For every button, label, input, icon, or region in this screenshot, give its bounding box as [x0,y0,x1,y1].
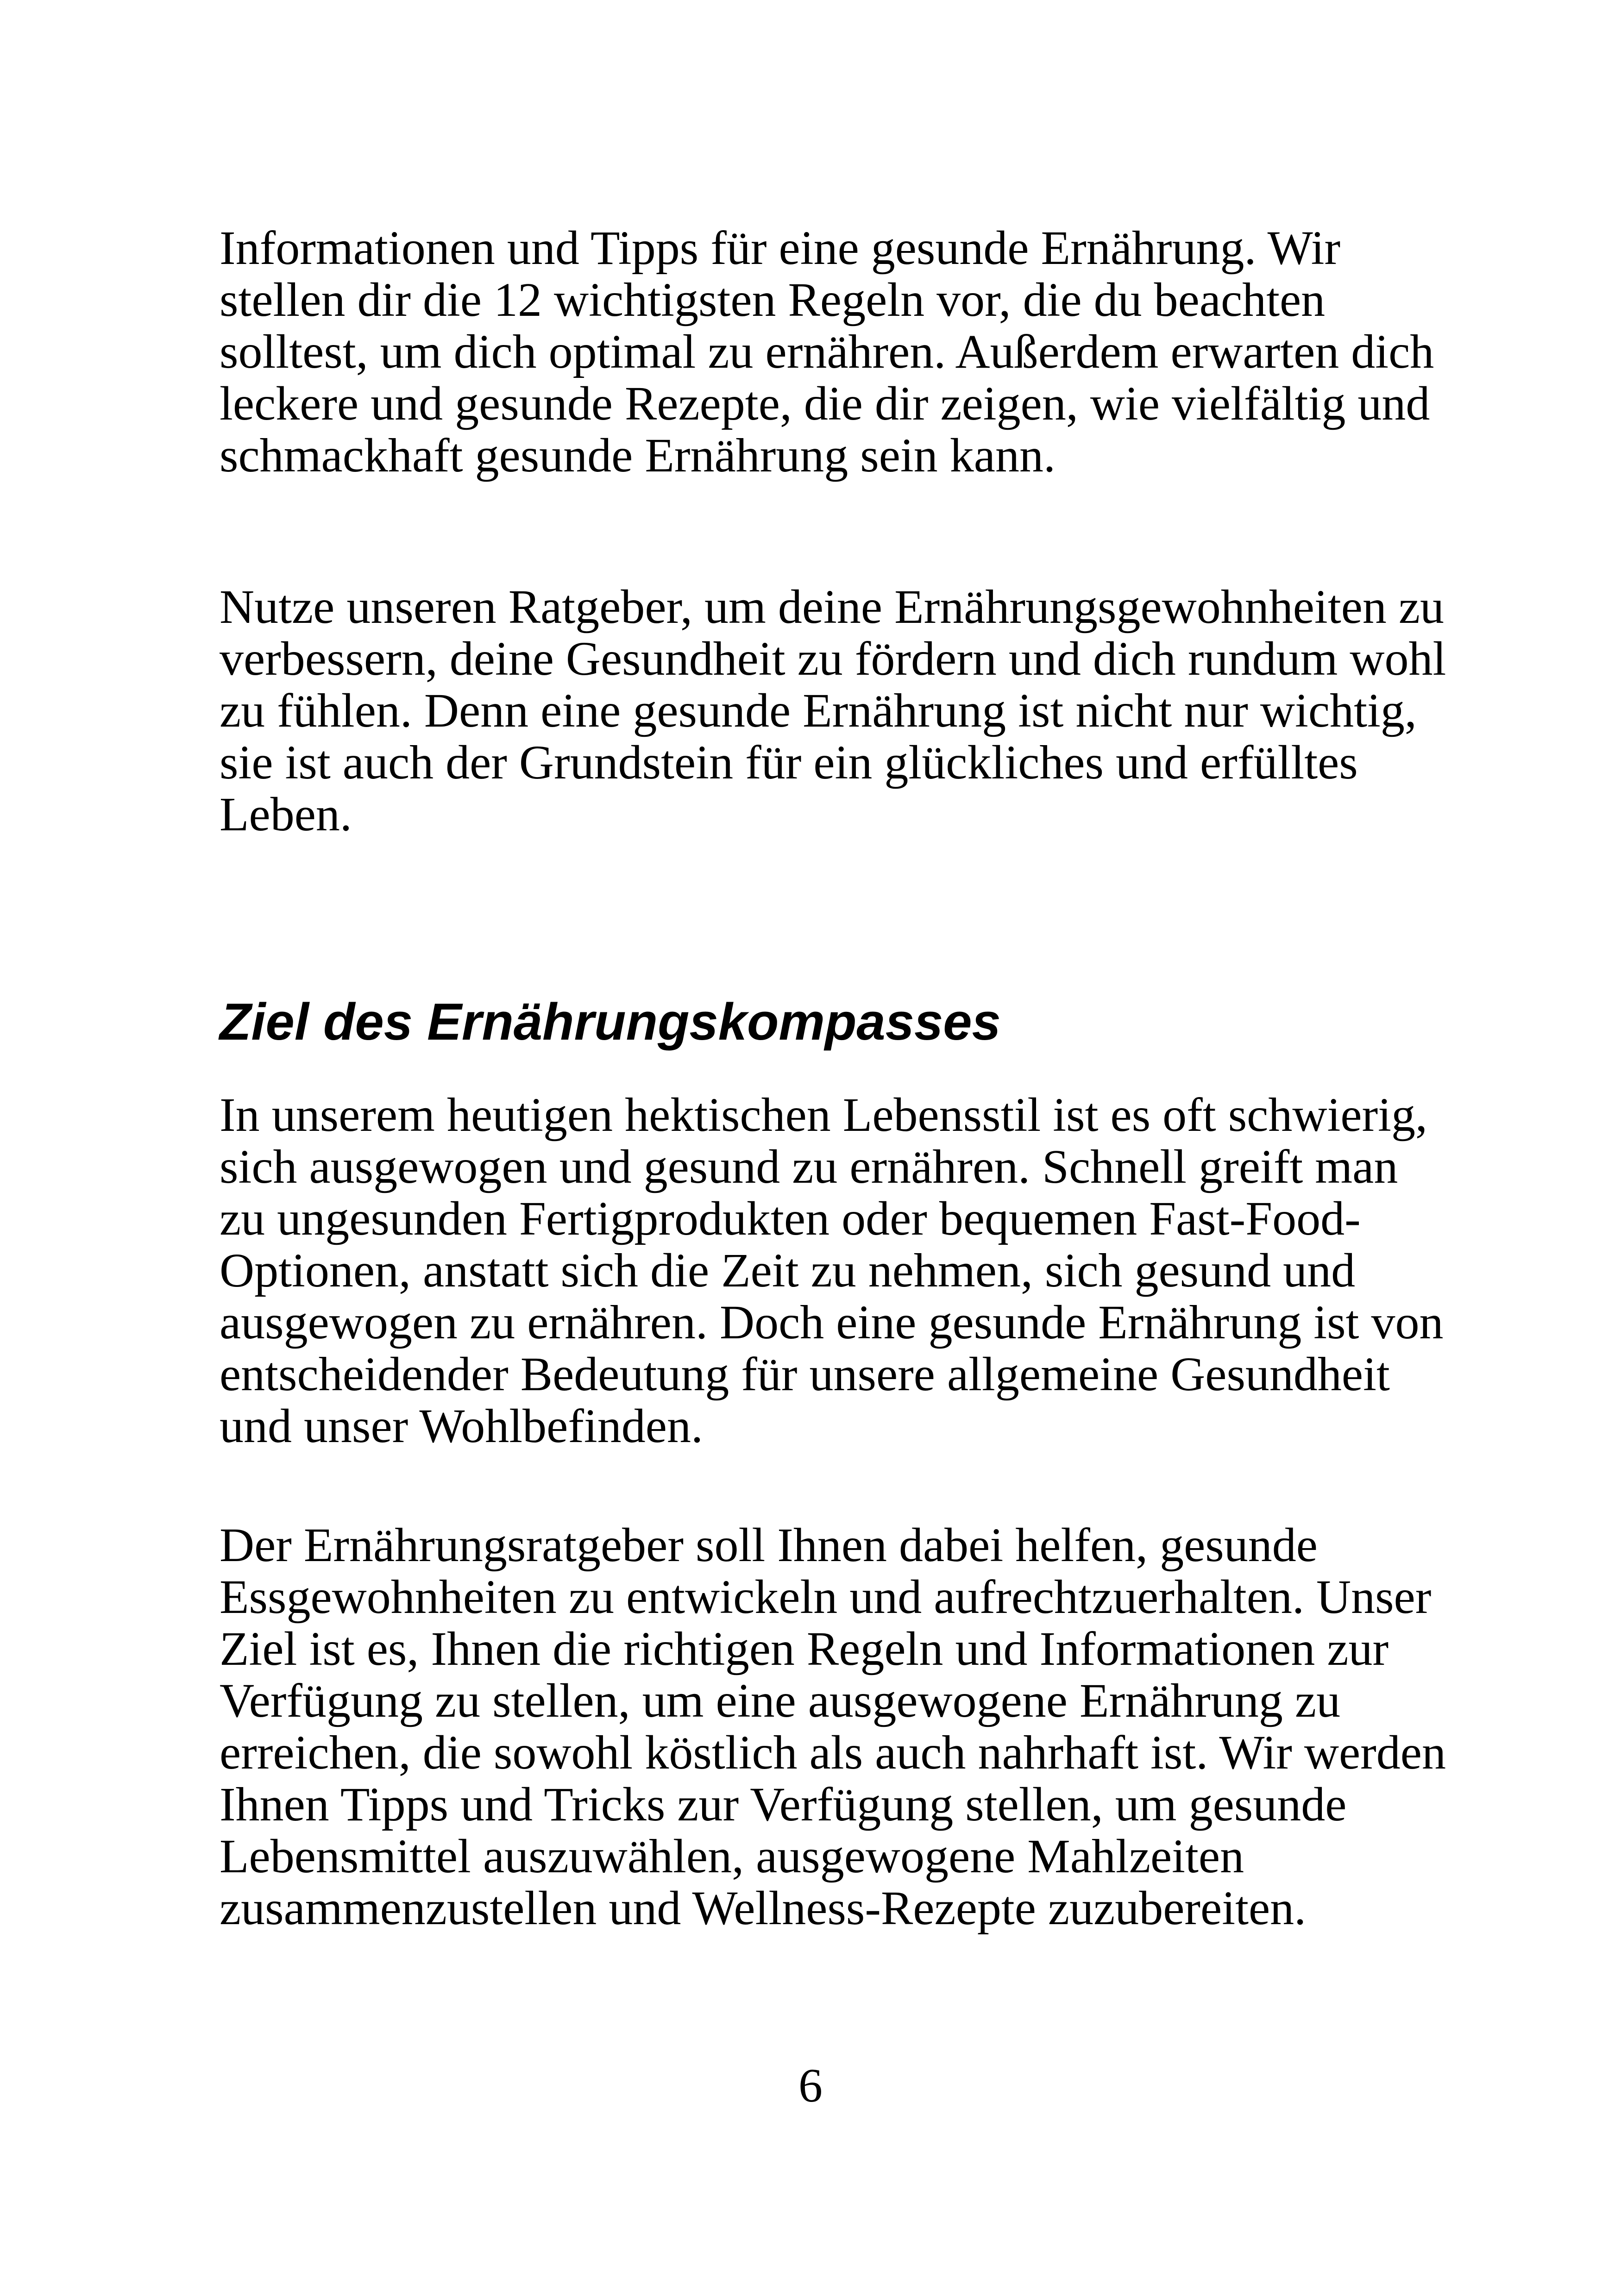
paragraph-line: verbessern, deine Gesundheit zu fördern und dich rundum wohl [220,632,1446,685]
paragraph-line: Optionen, anstatt sich die Zeit zu nehmen, sich gesund und [220,1244,1356,1297]
paragraph-line: Lebensmittel auszuwählen, ausgewogene Mahlzeiten [220,1830,1244,1883]
paragraph-line: Der Ernährungsratgeber soll Ihnen dabei helfen, gesunde [220,1518,1318,1572]
paragraph-line: leckere und gesunde Rezepte, die dir zeigen, wie vielfältig und [220,377,1430,430]
paragraph-line: zusammenzustellen und Wellness-Rezepte zuzubereiten. [220,1882,1307,1935]
paragraph-line: Ihnen Tipps und Tricks zur Verfügung stellen, um gesunde [220,1778,1347,1831]
paragraph-line: Essgewohnheiten zu entwickeln und aufrechtzuerhalten. Unser [220,1570,1432,1624]
paragraph-line: sie ist auch der Grundstein für ein glückliches und erfülltes [220,736,1358,789]
paragraph-line: schmackhaft gesunde Ernährung sein kann. [220,429,1056,482]
paragraph-line: Leben. [220,788,352,841]
page-number: 6 [798,2059,823,2112]
paragraph-line: Verfügung zu stellen, um eine ausgewogene Ernährung zu [220,1674,1341,1727]
paragraph-line: In unserem heutigen hektischen Lebensstil ist es oft schwierig, [220,1088,1428,1142]
paragraph-line: sich ausgewogen und gesund zu ernähren. Schnell greift man [220,1140,1398,1193]
paragraph-line: ausgewogen zu ernähren. Doch eine gesunde Ernährung ist von [220,1296,1444,1349]
paragraph-line: und unser Wohlbefinden. [220,1399,703,1453]
paragraph-line: zu fühlen. Denn eine gesunde Ernährung ist nicht nur wichtig, [220,684,1417,737]
paragraph-line: Informationen und Tipps für eine gesunde Ernährung. Wir [220,221,1341,275]
paragraph-line: erreichen, die sowohl köstlich als auch nahrhaft ist. Wir werden [220,1726,1446,1779]
paragraph-line: solltest, um dich optimal zu ernähren. Außerdem erwarten dich [220,325,1434,378]
paragraph-line: entscheidender Bedeutung für unsere allgemeine Gesundheit [220,1348,1390,1401]
paragraph-line: stellen dir die 12 wichtigsten Regeln vor, die du beachten [220,273,1326,326]
paragraph-line: Nutze unseren Ratgeber, um deine Ernährungsgewohnheiten zu [220,580,1445,634]
paragraph-line: Ziel ist es, Ihnen die richtigen Regeln und Informationen zur [220,1622,1389,1675]
paragraph-line: zu ungesunden Fertigprodukten oder bequemen Fast-Food- [220,1192,1361,1245]
section-heading: Ziel des Ernährungskompasses [220,993,1001,1051]
